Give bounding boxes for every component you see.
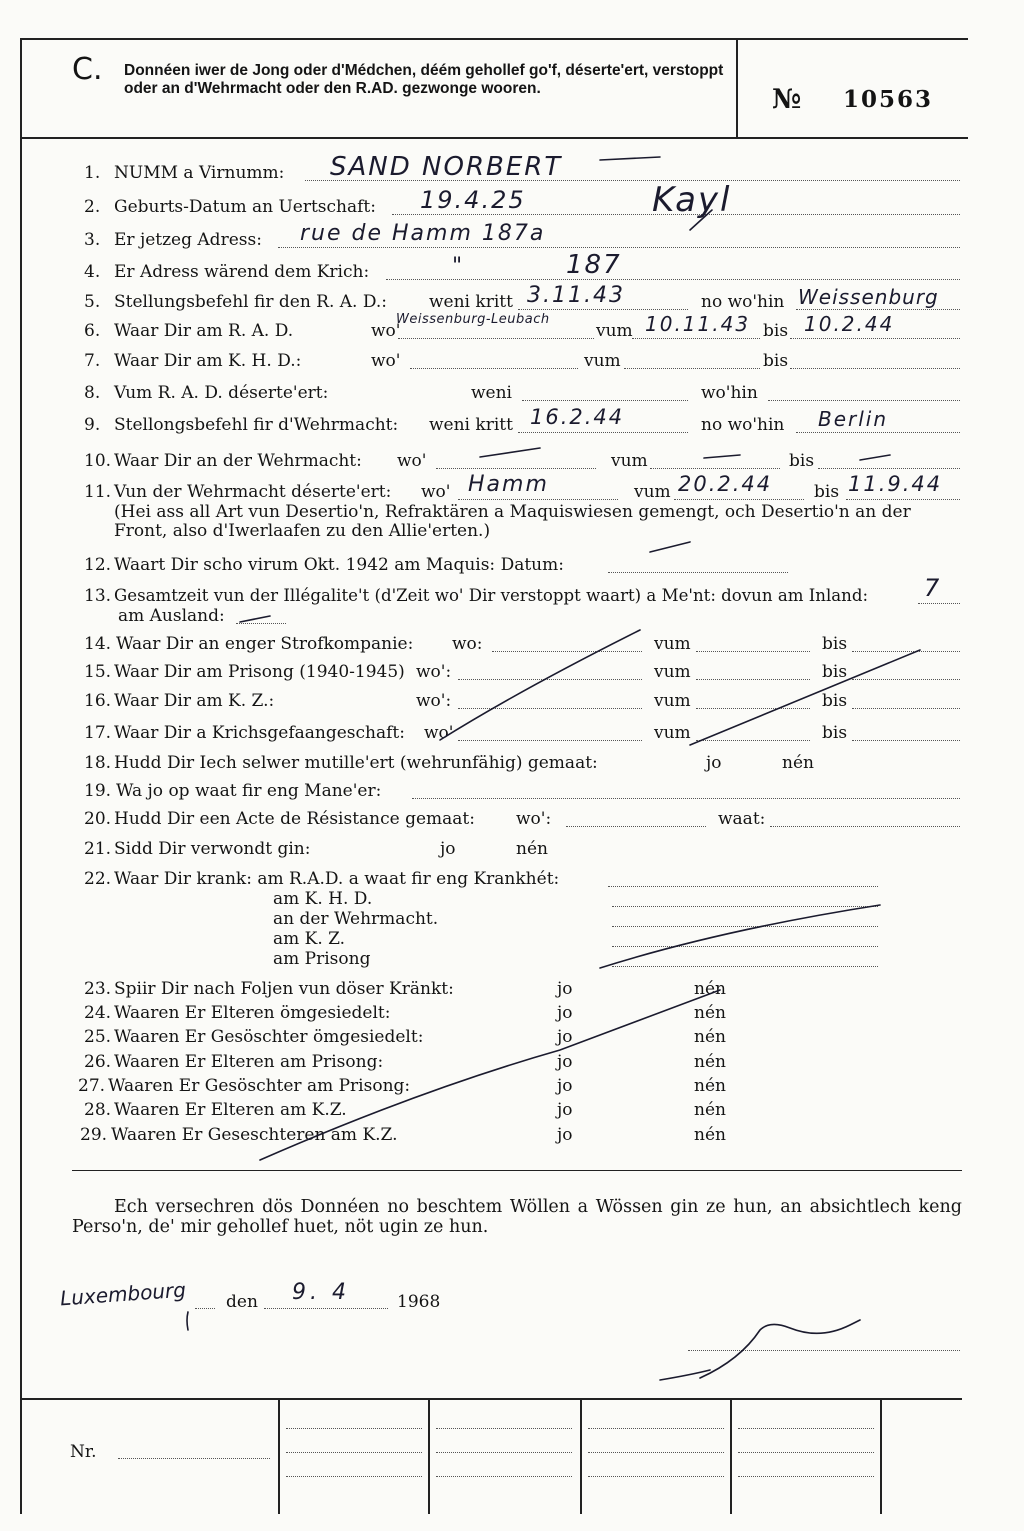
- footer-nr-label: Nr.: [70, 1442, 97, 1462]
- option-nen[interactable]: nén: [694, 1125, 726, 1145]
- field-label-war-address: Er Adress wärend dem Krich:: [114, 262, 370, 282]
- row-number: 17.: [84, 723, 112, 743]
- handwritten-date: 9. 4: [292, 1280, 350, 1305]
- label-vum: vum: [654, 691, 691, 711]
- field-label-kz: Waar Dir am K. Z.:: [114, 691, 275, 711]
- label-wo: wo':: [416, 662, 452, 682]
- handwritten-rad-place: Weissenburg: [798, 285, 939, 309]
- label-bis: bis: [814, 482, 840, 502]
- row-number: 2.: [84, 197, 101, 217]
- handwritten-ditto: ": [452, 254, 465, 279]
- field-label-parents-resettled: Waaren Er Elteren ömgesiedelt:: [114, 1003, 391, 1023]
- field-label-penal-company: Waar Dir an enger Strofkompanie:: [116, 634, 414, 654]
- declaration-statement: Ech versechren dös Donnéen no beschtem Wöllen a Wössen gin ze hun, an absichtlech keng Perso'n, de' mir gehollef huet, nöt ugin ze hun.: [72, 1197, 962, 1237]
- row-number: 13.: [84, 586, 112, 606]
- field-label-illegality: Gesamtzeit vun der Illégalite't (d'Zeit wo' Dir verstoppt waart) a Me'nt: dovun am Inland:: [114, 586, 869, 605]
- header-description: Donnéen iwer de Jong oder d'Médchen, déém gehollef go'f, déserte'ert, verstoppt oder an d'Wehrmacht oder den R.AD. gezwonge wooren.: [124, 62, 724, 97]
- option-nen[interactable]: nén: [782, 753, 814, 773]
- row-number: 22.: [84, 869, 112, 889]
- row-number: 20.: [84, 809, 112, 829]
- handwritten-desertion-from: 20.2.44: [678, 472, 773, 496]
- label-bis: bis: [822, 662, 848, 682]
- label-vum: vum: [654, 662, 691, 682]
- option-jo[interactable]: jo: [557, 1052, 573, 1072]
- field-label-prison: Waar Dir am Prisong (1940-1945): [114, 662, 405, 682]
- option-jo[interactable]: jo: [557, 1027, 573, 1047]
- signature-stroke: [700, 1320, 860, 1378]
- field-label-rad-order: Stellungsbefehl fir den R. A. D.:: [114, 292, 388, 312]
- label-wo: wo':: [516, 809, 552, 829]
- handwritten-rad-order-date: 3.11.43: [527, 283, 625, 308]
- option-jo[interactable]: jo: [557, 1003, 573, 1023]
- form-number: 10563: [843, 86, 934, 113]
- label-weni-kritt: weni kritt: [429, 292, 513, 312]
- field-label-siblings-prison: Waaren Er Gesöschter am Prisong:: [108, 1076, 411, 1096]
- row-number: 28.: [84, 1100, 112, 1120]
- label-wo: wo:: [452, 634, 483, 654]
- label-wo: wo': [371, 351, 401, 371]
- option-jo[interactable]: jo: [706, 753, 722, 773]
- row-number: 19.: [84, 781, 112, 801]
- option-jo[interactable]: jo: [557, 1076, 573, 1096]
- number-sign: №: [772, 84, 802, 115]
- section-letter: C.: [72, 52, 103, 87]
- handwritten-inland-months: 7: [924, 574, 942, 602]
- row-number: 7.: [84, 351, 101, 371]
- row-number: 3.: [84, 230, 101, 250]
- field-label-resistance: Hudd Dir een Acte de Résistance gemaat:: [114, 809, 475, 829]
- label-no-wohin: no wo'hin: [701, 415, 785, 435]
- birth-place-slash: [690, 210, 712, 230]
- option-nen[interactable]: nén: [694, 1027, 726, 1047]
- label-bis: bis: [763, 321, 789, 341]
- signature-tail: [660, 1370, 710, 1380]
- option-nen[interactable]: nén: [694, 1003, 726, 1023]
- row-number: 23.: [84, 979, 112, 999]
- label-bis: bis: [763, 351, 789, 371]
- row-number: 15.: [84, 662, 112, 682]
- label-weni: weni: [471, 383, 512, 403]
- row-number: 10.: [84, 451, 112, 471]
- year-label: 1968: [397, 1292, 441, 1312]
- label-wo: wo': [421, 482, 451, 502]
- field-label-parents-kz: Waaren Er Elteren am K.Z.: [114, 1100, 347, 1120]
- row-number: 27.: [78, 1076, 106, 1096]
- option-jo[interactable]: jo: [440, 839, 456, 859]
- label-vum: vum: [654, 634, 691, 654]
- field-label-desertion: Vun der Wehrmacht déserte'ert:: [114, 482, 392, 502]
- illness-sub-khd: am K. H. D.: [273, 889, 373, 909]
- handwritten-place: Luxembourg: [59, 1277, 187, 1311]
- row-number: 9.: [84, 415, 101, 435]
- field-label-wehrmacht: Waar Dir an der Wehrmacht:: [114, 451, 362, 471]
- handwritten-name: SAND NORBERT: [330, 152, 563, 182]
- strike-row10-wo: [480, 448, 540, 457]
- field-label-birth: Geburts-Datum an Uertschaft:: [114, 197, 376, 217]
- handwritten-wehrmacht-place: Berlin: [818, 407, 889, 431]
- illness-sub-wehrmacht: an der Wehrmacht.: [273, 909, 439, 929]
- handwritten-birth-date: 19.4.25: [420, 186, 526, 214]
- label-den: den: [226, 1292, 258, 1312]
- row-number: 18.: [84, 753, 112, 773]
- label-bis: bis: [789, 451, 815, 471]
- row-number: 29.: [80, 1125, 108, 1145]
- ditto-underline: [600, 157, 660, 160]
- option-jo[interactable]: jo: [557, 979, 573, 999]
- handwritten-desertion-place: Hamm: [468, 472, 549, 497]
- place-hook: [187, 1312, 188, 1330]
- row-number: 11.: [84, 482, 112, 502]
- label-vum: vum: [634, 482, 671, 502]
- field-label-parents-prison: Waaren Er Elteren am Prisong:: [114, 1052, 384, 1072]
- label-no-wohin: no wo'hin: [701, 292, 785, 312]
- desertion-note-line2: Front, also d'Iwerlaafen zu den Allie'erten.): [114, 521, 491, 541]
- row-number: 21.: [84, 839, 112, 859]
- field-label-khd: Waar Dir am K. H. D.:: [114, 351, 302, 371]
- label-wo: wo': [371, 321, 401, 341]
- label-vum: vum: [596, 321, 633, 341]
- label-waat: waat:: [718, 809, 766, 829]
- row-number: 14.: [84, 634, 112, 654]
- option-nen[interactable]: nén: [694, 1100, 726, 1120]
- field-label-rad: Waar Dir am R. A. D.: [114, 321, 294, 341]
- field-label-address: Er jetzeg Adress:: [114, 230, 262, 250]
- row-number: 8.: [84, 383, 101, 403]
- strike-row10-vum: [704, 455, 740, 458]
- row-number: 5.: [84, 292, 101, 312]
- label-vum: vum: [611, 451, 648, 471]
- row-number: 12.: [84, 555, 112, 575]
- strike-rows14-17-right: [690, 650, 920, 745]
- desertion-note-line1: (Hei ass all Art vun Desertio'n, Refraktären a Maquiswiesen gemengt, och Desertio'n an der: [114, 502, 911, 522]
- field-label-wehrmacht-order: Stellongsbefehl fir d'Wehrmacht:: [114, 415, 399, 435]
- label-wo: wo': [424, 723, 454, 743]
- handwritten-address: rue de Hamm 187a: [300, 221, 546, 246]
- row-number: 4.: [84, 262, 101, 282]
- label-weni-kritt: weni kritt: [429, 415, 513, 435]
- label-vum: vum: [654, 723, 691, 743]
- field-label-rad-desertion: Vum R. A. D. déserte'ert:: [114, 383, 329, 403]
- field-label-siblings-resettled: Waaren Er Gesöschter ömgesiedelt:: [114, 1027, 424, 1047]
- option-jo[interactable]: jo: [557, 1100, 573, 1120]
- row-number: 24.: [84, 1003, 112, 1023]
- illness-sub-prison: am Prisong: [273, 949, 371, 969]
- option-jo[interactable]: jo: [557, 1125, 573, 1145]
- option-nen[interactable]: nén: [694, 1076, 726, 1096]
- strike-row10-bis: [860, 455, 890, 460]
- field-label-siblings-kz: Waaren Er Geseschteren am K.Z.: [111, 1125, 398, 1145]
- handwritten-war-address: 187: [566, 250, 622, 280]
- field-label-after-effects: Spiir Dir nach Foljen vun döser Kränkt:: [114, 979, 454, 999]
- handwritten-birth-place: Kayl: [652, 180, 732, 220]
- row-number: 16.: [84, 691, 112, 711]
- field-label-name: NUMM a Virnumm:: [114, 163, 285, 183]
- label-wo: wo': [397, 451, 427, 471]
- field-label-maquis: Waart Dir scho virum Okt. 1942 am Maquis: Datum:: [114, 555, 564, 575]
- field-label-manner: Wa jo op waat fir eng Mane'er:: [116, 781, 382, 801]
- field-label-illness: Waar Dir krank: am R.A.D. a waat fir eng Krankhét:: [114, 869, 560, 889]
- row-number: 26.: [84, 1052, 112, 1072]
- label-vum: vum: [584, 351, 621, 371]
- option-nen[interactable]: nén: [694, 1052, 726, 1072]
- row-number: 1.: [84, 163, 101, 183]
- label-bis: bis: [822, 634, 848, 654]
- option-nen[interactable]: nén: [694, 979, 726, 999]
- label-wohin: wo'hin: [701, 383, 758, 403]
- row-number: 25.: [84, 1027, 112, 1047]
- label-bis: bis: [822, 723, 848, 743]
- handwritten-rad-place: Weissenburg-Leubach: [396, 312, 550, 327]
- field-label-abroad: am Ausland:: [118, 606, 225, 626]
- strike-row12: [650, 542, 690, 552]
- handwritten-rad-to: 10.2.44: [804, 312, 895, 336]
- illness-sub-kz: am K. Z.: [273, 929, 346, 949]
- field-label-pow: Waar Dir a Krichsgefaangeschaft:: [114, 723, 405, 743]
- handwritten-rad-from: 10.11.43: [645, 312, 751, 336]
- row-number: 6.: [84, 321, 101, 341]
- option-nen[interactable]: nén: [516, 839, 548, 859]
- handwritten-wehrmacht-order-date: 16.2.44: [530, 405, 625, 429]
- strike-row22: [600, 905, 880, 968]
- label-bis: bis: [822, 691, 848, 711]
- strike-rows14-17-left: [440, 630, 640, 740]
- field-label-wounded: Sidd Dir verwondt gin:: [114, 839, 311, 859]
- field-label-self-mutilation: Hudd Dir Iech selwer mutille'ert (wehrunfähig) gemaat:: [114, 753, 598, 773]
- strike-row13-abroad: [240, 616, 270, 622]
- handwritten-desertion-to: 11.9.44: [848, 472, 943, 496]
- strike-rows23-29: [260, 990, 720, 1160]
- label-wo: wo':: [416, 691, 452, 711]
